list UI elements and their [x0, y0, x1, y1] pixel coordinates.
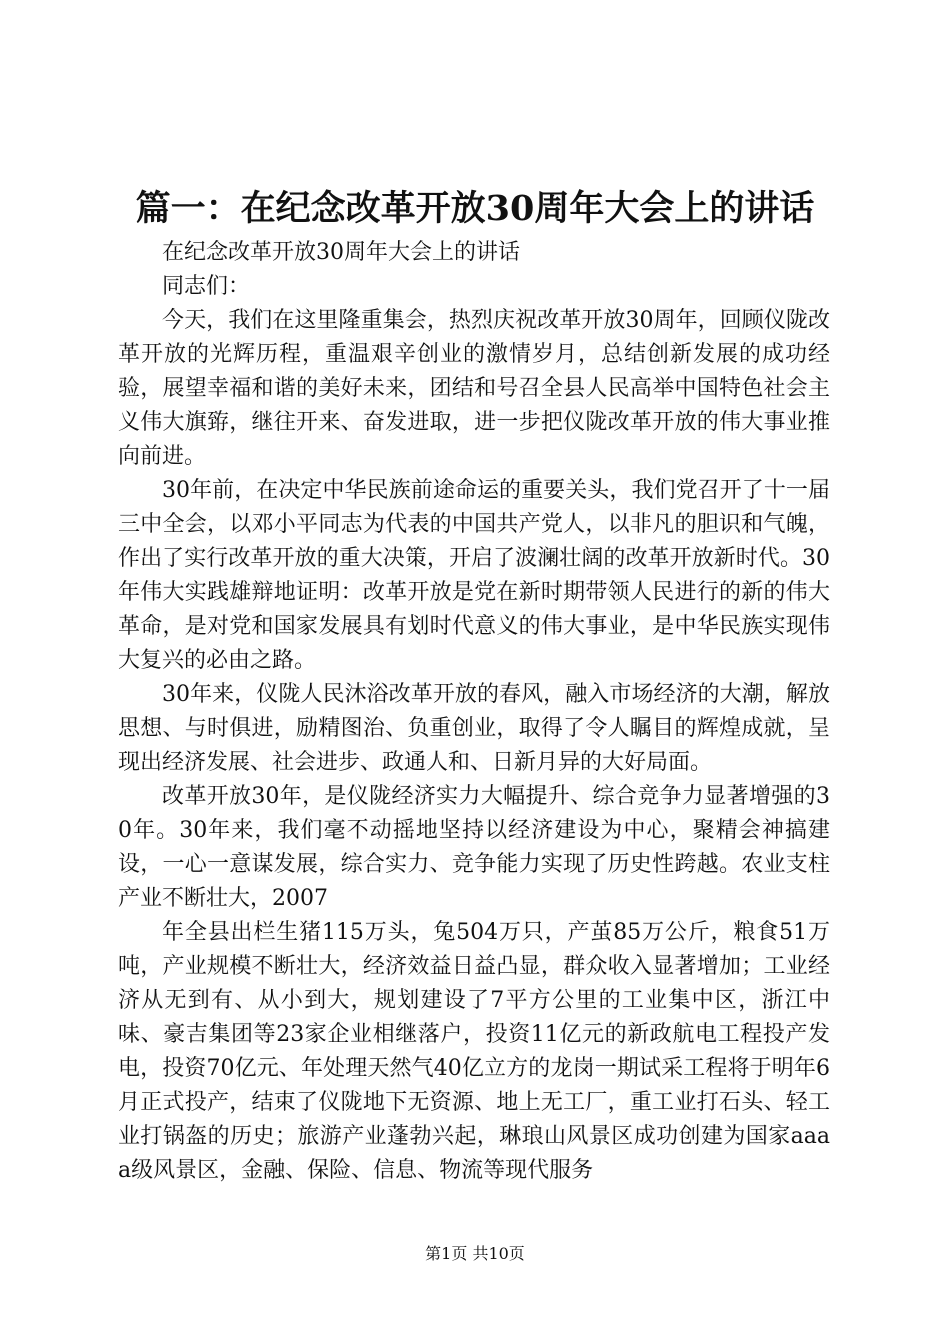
salutation: 同志们：	[162, 274, 251, 299]
page-footer: 第1页 共10页	[425, 1244, 525, 1263]
document-subtitle: 在纪念改革开放30周年大会上的讲话	[162, 240, 520, 265]
document-body	[118, 236, 830, 1188]
paragraph: 年全县出栏生猪115万头，兔504万只，产茧85万公斤，粮食51万吨，产业规模不断壮大，经济效益日益凸显，群众收入显著增加；工业经济从无到有、从小到大，规划建设了7平方公里的工业集中区，浙江中味、豪吉集团等23家企业相继落户，投资11亿元的新政航电工程投产发电，投资70亿元、年处理天然气40亿立方的龙岗一期试采工程将于明年6月正式投产，结束了仪陇地下无资源、地上无工厂，重工业打石头、轻工业打锅盔的历史；旅游产业蓬勃兴起，琳琅山风景区成功创建为国家aaaa级风景区，金融、保险、信息、物流等现代服务	[118, 920, 830, 1183]
paragraph: 改革开放30年，是仪陇经济实力大幅提升、综合竞争力显著增强的30年。30年来，我们毫不动摇地坚持以经济建设为中心，聚精会神搞建设，一心一意谋发展，综合实力、竞争能力实现了历史性跨越。农业支柱产业不断壮大，2007	[118, 784, 830, 911]
paragraph: 30年前，在决定中华民族前途命运的重要关头，我们党召开了十一届三中全会，以邓小平同志为代表的中国共产党人，以非凡的胆识和气魄，作出了实行改革开放的重大决策，开启了波澜壮阔的改革开放新时代。30年伟大实践雄辩地证明：改革开放是党在新时期带领人民进行的新的伟大革命，是对党和国家发展具有划时代意义的伟大事业，是中华民族实现伟大复兴的必由之路。	[118, 478, 830, 673]
paragraph: 30年来，仪陇人民沐浴改革开放的春风，融入市场经济的大潮，解放思想、与时俱进，励精图治、负重创业，取得了令人瞩目的辉煌成就，呈现出经济发展、社会进步、政通人和、日新月异的大好局面。	[118, 682, 830, 775]
paragraph: 今天，我们在这里隆重集会，热烈庆祝改革开放30周年，回顾仪陇改革开放的光辉历程，重温艰辛创业的激情岁月，总结创新发展的成功经验，展望幸福和谐的美好未来，团结和号召全县人民高举中国特色社会主义伟大旗臶，继往开来、奋发进取，进一步把仪陇改革开放的伟大事业推向前进。	[118, 308, 830, 469]
document-title: 篇一：在纪念改革开放30周年大会上的讲话	[135, 188, 815, 229]
